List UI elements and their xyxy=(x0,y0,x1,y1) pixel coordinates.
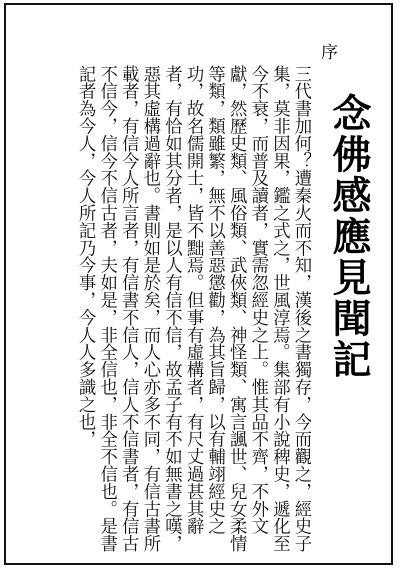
preface-body xyxy=(19,65,311,553)
document-title: 念佛感應見聞記 xyxy=(326,93,372,380)
document-page xyxy=(4,3,393,565)
paragraph: 三代書加何？遭秦火而不知，漢後之書獨存，今而觀之，經史子集，莫非因果，鑑之式之，世風淳焉。集部有小說稗史，遞化至今不衰，而普及讀者，實需忽經史之上。惟其品不齊，不外文獻，然歷史類、風俗類、武俠類、神怪類、寓言諷世、兒女柔情等類，類雖繁，無不以善惡懲勸，為其旨歸，以有輔翊經史之功，故名儒開士，皆不黜焉。但事有虛構者，有尺丈過甚其辭者，有恰如其分者，是以人有信不信，故孟子有不如無書之嘆，惡其虛構過辭也。書則如是於矣，而人心亦多不同，有信古書所載者，有信今人所言者，有信書不信人，信人不信書者，有信古不信今，信今不信古者，夫如是，非全信也，非全不信也。是書記者為今人，今人所記乃今事，今人人多識之也， xyxy=(75,65,311,553)
section-label-preface: 序 xyxy=(317,43,337,60)
